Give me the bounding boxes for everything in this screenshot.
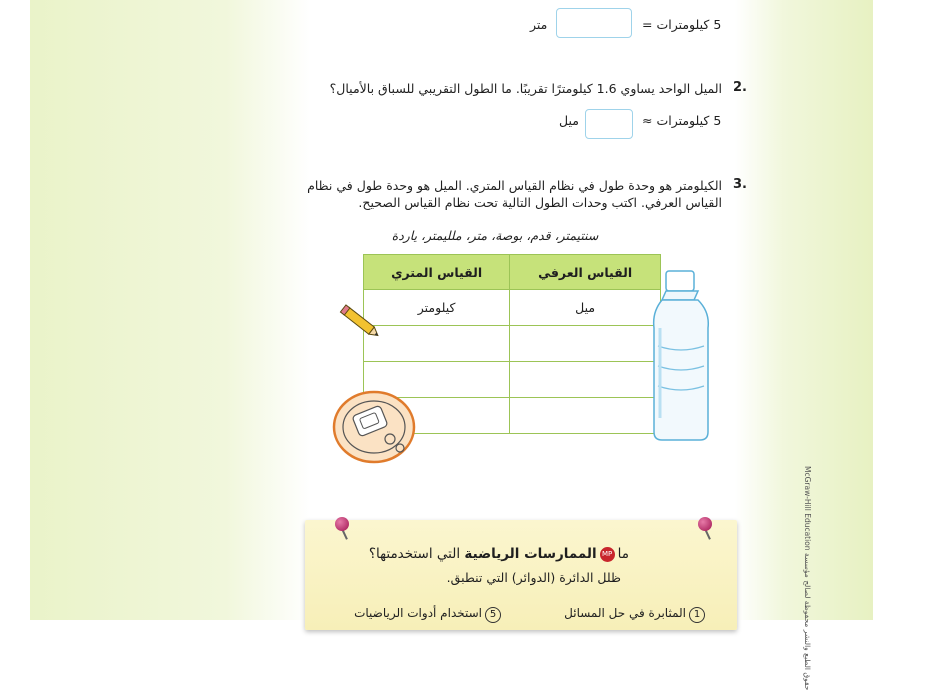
mp-badge: MP: [600, 547, 615, 562]
stopwatch-icon: [330, 386, 422, 468]
cell-metric-1: كيلومتر: [364, 290, 510, 326]
q1-right-unit: متر: [530, 17, 548, 32]
practice-option-5[interactable]: 5استخدام أدوات الرياضيات: [354, 606, 501, 623]
practices-title: ماMPالممارسات الرياضية التي استخدمتها؟: [368, 546, 629, 562]
option-1-circle[interactable]: 1: [689, 607, 705, 623]
water-bottle-icon: [648, 268, 714, 444]
left-margin-band: [30, 0, 310, 620]
practices-title-suffix: التي استخدمتها؟: [368, 546, 461, 562]
practices-note: [305, 520, 737, 630]
cell-metric-2[interactable]: [364, 326, 510, 362]
header-customary: القياس العرفي: [510, 255, 661, 290]
q2-answer-box[interactable]: [585, 109, 633, 139]
header-metric: القياس المتري: [364, 255, 510, 290]
cell-customary-3[interactable]: [510, 362, 661, 398]
q2-question: الميل الواحد يساوي 1.6 كيلومترًا تقريبًا. ما الطول التقريبي للسباق بالأميال؟: [329, 81, 722, 96]
word-list: سنتيمتر، قدم، بوصة، متر، ملليمتر، ياردة: [391, 228, 599, 243]
q3-line1: الكيلومتر هو وحدة طول في نظام القياس المتري. الميل هو وحدة طول في نظام: [307, 178, 722, 193]
q2-right-unit: ميل: [559, 113, 579, 128]
q3-number: 3.: [733, 177, 747, 192]
copyright-side-text: McGraw-Hill Education حقوق الطبع والنشر محفوظة لصالح مؤسسة: [803, 466, 812, 690]
practices-title-bold: الممارسات الرياضية: [464, 546, 597, 562]
pin-right-icon: [698, 517, 712, 531]
cell-customary-4[interactable]: [510, 398, 661, 434]
q1-left-unit: 5 كيلومترات =: [642, 17, 722, 32]
pin-left-icon: [335, 517, 349, 531]
pencil-icon: [338, 303, 384, 343]
cell-customary-2[interactable]: [510, 326, 661, 362]
practice-option-1[interactable]: 1المثابرة في حل المسائل: [564, 606, 705, 623]
q3-line2: القياس العرفي. اكتب وحدات الطول التالية تحت نظام القياس الصحيح.: [358, 195, 722, 210]
practices-instruction: ظلل الدائرة (الدوائر) التي تنطبق.: [446, 570, 621, 585]
cell-customary-1: ميل: [510, 290, 661, 326]
q1-answer-box[interactable]: [556, 8, 632, 38]
option-5-circle[interactable]: 5: [485, 607, 501, 623]
q2-left-unit: 5 كيلومترات ≈: [642, 113, 722, 128]
q2-number: 2.: [733, 80, 747, 95]
